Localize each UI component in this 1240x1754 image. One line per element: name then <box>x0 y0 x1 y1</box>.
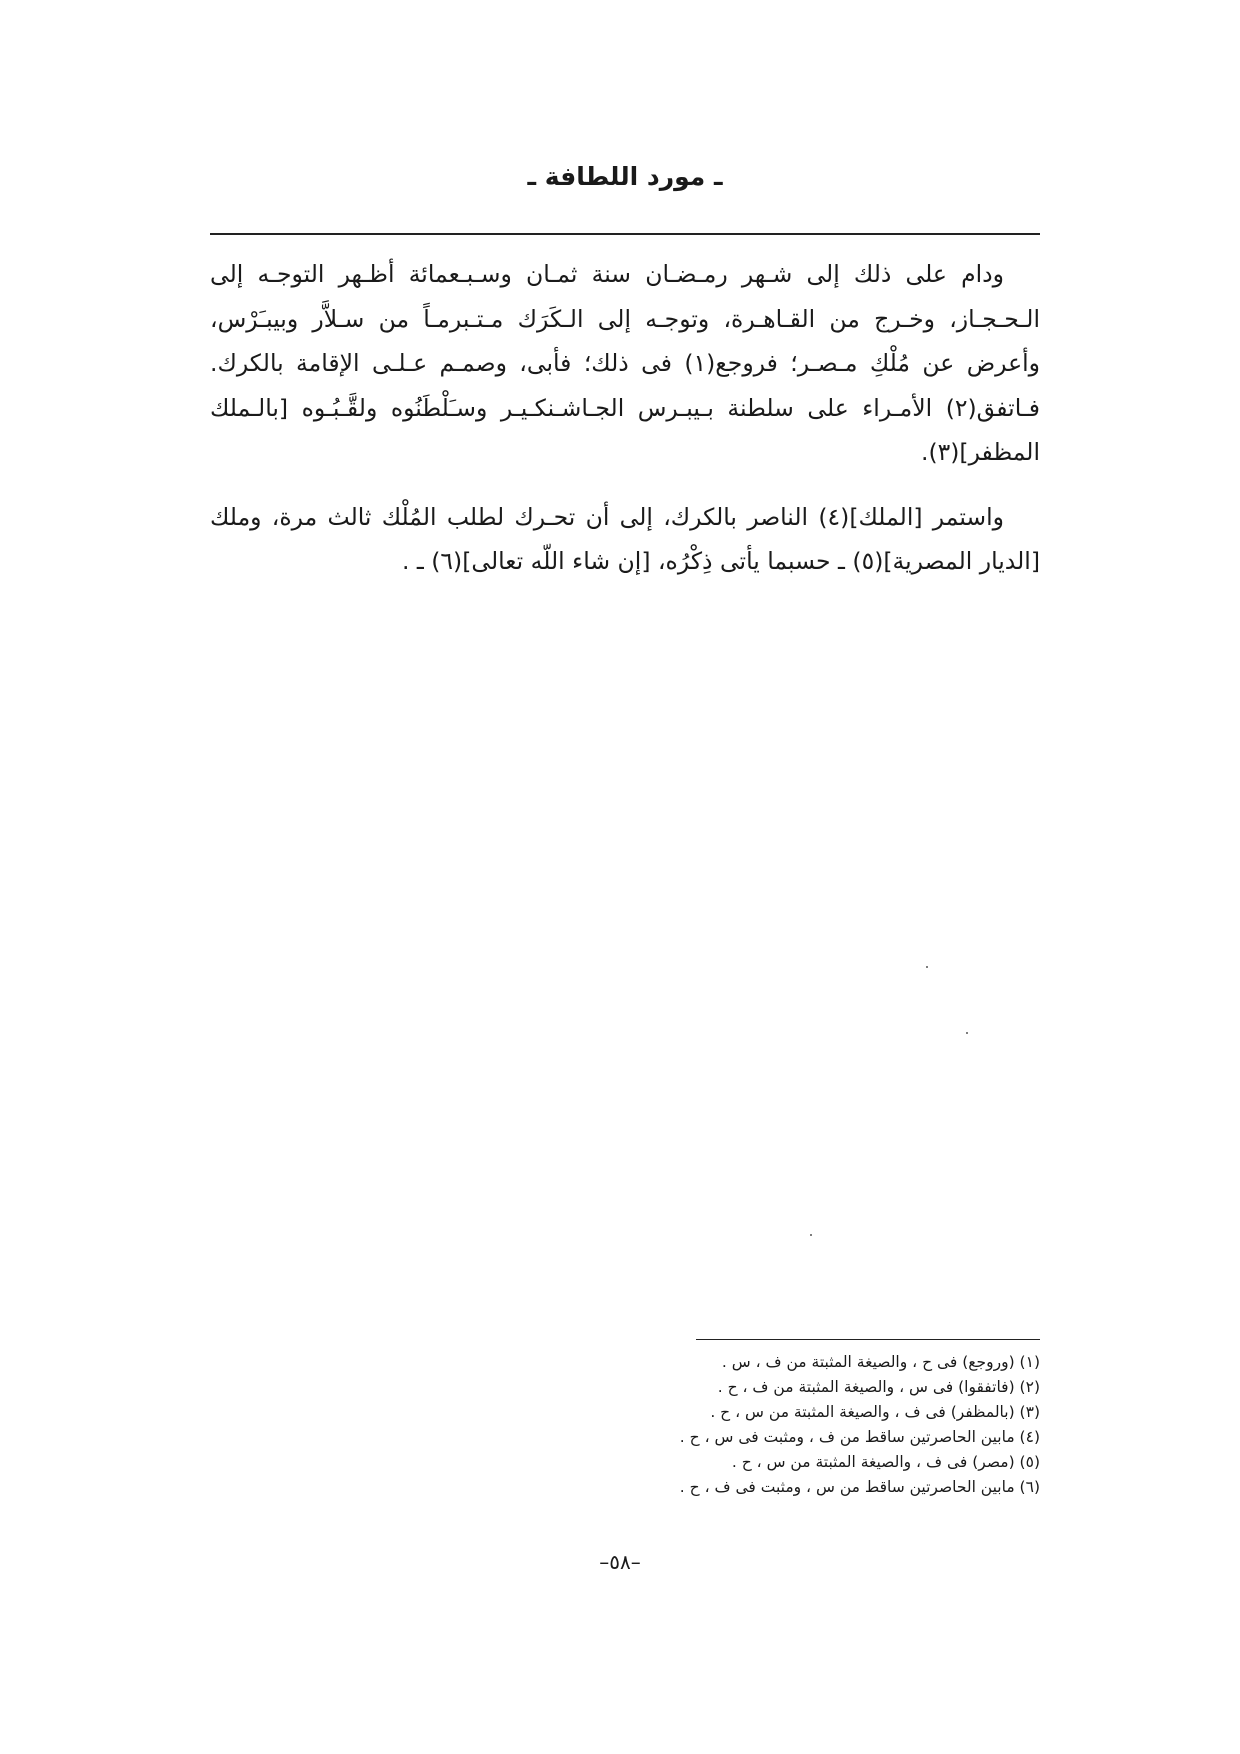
page-number: –٥٨– <box>599 1550 641 1574</box>
header-divider <box>210 233 1040 235</box>
scan-speck <box>926 966 928 968</box>
footnote-1: (١) (وروجع) فى ح ، والصيغة المثبتة من ف ، س . <box>721 1353 1040 1371</box>
footnote-4: (٤) مابين الحاصرتين ساقط من ف ، ومثبت فى س ، ح . <box>679 1428 1040 1446</box>
footnote-5: (٥) (مصر) فى ف ، والصيغة المثبتة من س ، ح . <box>731 1453 1040 1471</box>
footnote-3: (٣) (بالمظفر) فى ف ، والصيغة المثبتة من س ، ح . <box>710 1403 1040 1421</box>
paragraph-1: ودام على ذلك إلى شـهر رمـضـان سنة ثمـان وسـبـعمائة أظـهر التوجـه إلى الـحـجـاز، وخـرج من القـاهـرة، وتوجـه إلى الـكَرَك مـتـبرمـاً من سـلاَّر وبيبـَرْس، وأعرض عن مُلْكِ مـصـر؛ فروجع(١) فى ذلك؛ فأبى، وصمـم عـلـى الإقامة بالكرك. فـاتفق(٢) الأمـراء على سلطنة بـيبـرس الجـاشـنكـيـر وسـَلْطَنُوه ولقَّـبُـوه [بالـملك المظفر](٣). <box>210 260 1040 466</box>
footnotes <box>500 1350 1040 1500</box>
footnote-divider <box>696 1339 1040 1340</box>
footnote-6: (٦) مابين الحاصرتين ساقط من س ، ومثبت فى ف ، ح . <box>679 1478 1040 1496</box>
running-title: ـ مورد اللطافة ـ <box>527 162 723 191</box>
main-text <box>210 252 1040 584</box>
footnote-2: (٢) (فاتفقوا) فى س ، والصيغة المثبتة من ف ، ح . <box>717 1378 1040 1396</box>
paragraph-2: واستمر [الملك](٤) الناصر بالكرك، إلى أن تحـرك لطلب المُلْك ثالث مرة، وملك [الديار المصرية](٥) ـ حسبما يأتى ذِكْرُه، [إن شاء اللّه تعالى](٦) ـ . <box>210 502 1040 575</box>
scan-speck <box>966 1032 968 1034</box>
scan-speck <box>810 1234 812 1236</box>
